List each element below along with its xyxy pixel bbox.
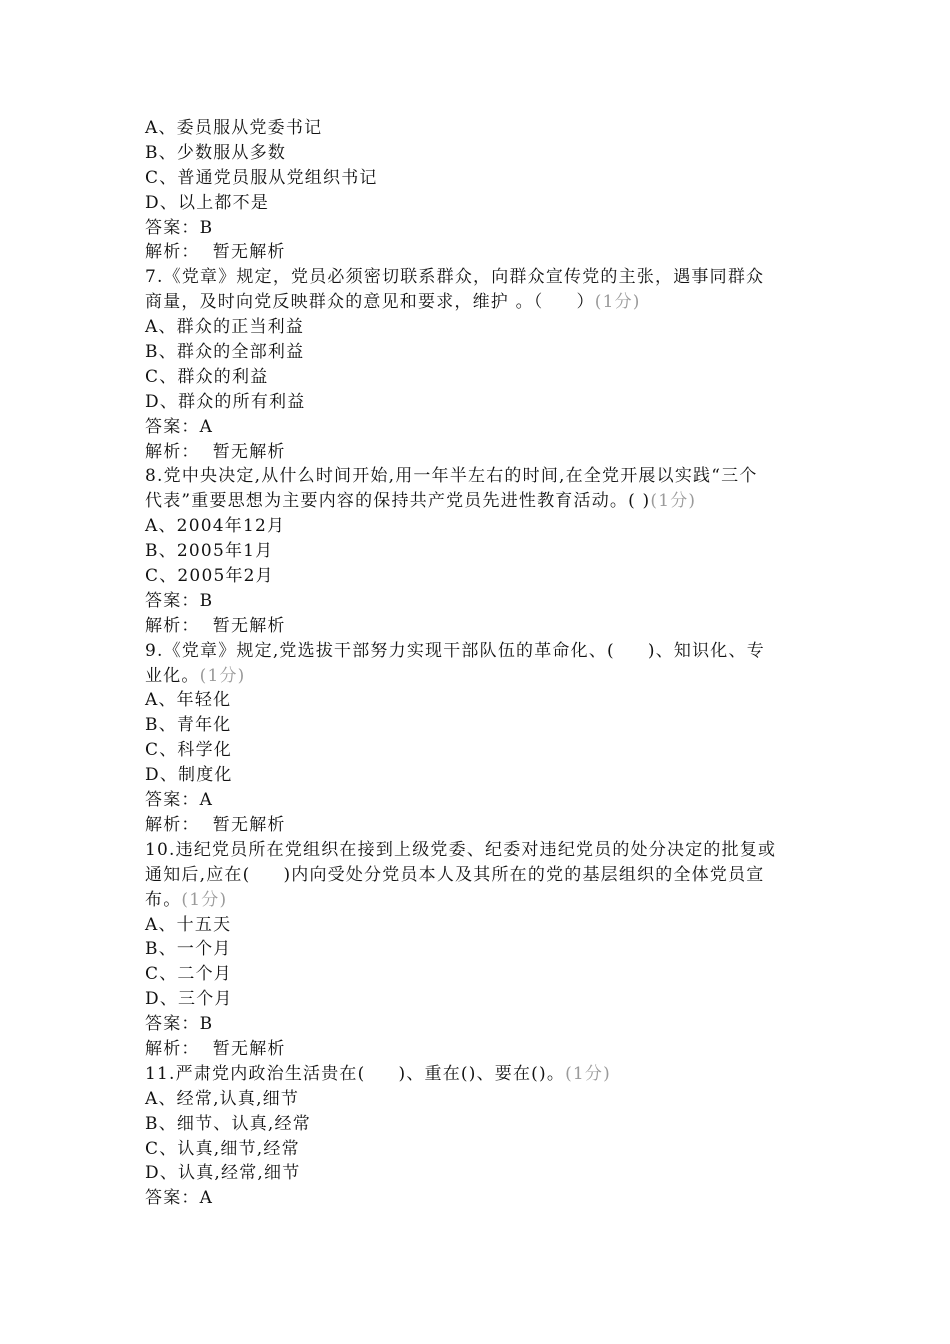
q11-option-b: B、细节、认真,经常 bbox=[145, 1113, 311, 1134]
q10-answer: 答案：B bbox=[145, 1014, 214, 1035]
q11-option-d: D、认真,经常,细节 bbox=[145, 1163, 301, 1184]
q9-option-d: D、制度化 bbox=[145, 765, 233, 786]
q11-score: (1分) bbox=[565, 1063, 611, 1084]
q8-option-b: B、2005年1月 bbox=[145, 541, 274, 562]
q7-score: (1分) bbox=[594, 292, 641, 313]
q9-option-b: B、青年化 bbox=[145, 715, 232, 736]
q9-option-a: A、年轻化 bbox=[145, 690, 232, 711]
q11-stem-line-1 bbox=[145, 1062, 815, 1087]
q6-option-a: A、委员服从党委书记 bbox=[145, 118, 323, 138]
q11-option-a: A、经常,认真,细节 bbox=[145, 1088, 300, 1109]
q10-score: (1分) bbox=[181, 889, 228, 910]
q10-option-b: B、一个月 bbox=[145, 939, 232, 960]
q11-answer: 答案：A bbox=[145, 1188, 214, 1209]
q7-option-a: A、群众的正当利益 bbox=[145, 317, 305, 338]
q10-analysis: 解析： 暂无解析 bbox=[145, 1038, 286, 1059]
q10-option-a: A、十五天 bbox=[145, 914, 232, 935]
q10-option-d: D、三个月 bbox=[145, 989, 233, 1010]
q7-option-c: C、群众的利益 bbox=[145, 366, 269, 387]
q7-option-b: B、群众的全部利益 bbox=[145, 342, 305, 363]
q7-stem-text: 商量，及时向党反映群众的意见和要求，维护 。（ ） bbox=[145, 292, 595, 313]
q7-option-d: D、群众的所有利益 bbox=[145, 391, 306, 412]
q9-stem-line-1: 9.《党章》规定,党选拔干部努力实现干部队伍的革命化、( )、知识化、专 bbox=[145, 640, 765, 661]
q8-score: (1分) bbox=[650, 491, 697, 512]
q7-stem-line-2 bbox=[145, 290, 815, 315]
exam-document bbox=[145, 116, 815, 1211]
q10-option-c: C、二个月 bbox=[145, 964, 233, 985]
q9-answer: 答案：A bbox=[145, 790, 214, 811]
q6-analysis: 解析： 暂无解析 bbox=[145, 242, 286, 263]
q9-stem-text: 业化。 bbox=[145, 665, 200, 686]
q9-option-c: C、科学化 bbox=[145, 740, 233, 761]
q8-option-c: C、2005年2月 bbox=[145, 566, 274, 587]
q6-option-d: D、以上都不是 bbox=[145, 192, 270, 213]
q10-stem-text: 布。 bbox=[145, 889, 182, 910]
q8-answer: 答案：B bbox=[145, 590, 214, 611]
q11-option-c: C、认真,细节,经常 bbox=[145, 1138, 300, 1159]
q8-stem-line-2 bbox=[145, 489, 815, 514]
q7-answer: 答案：A bbox=[145, 416, 214, 437]
q8-option-a: A、2004年12月 bbox=[145, 516, 286, 537]
q7-stem-line-1: 7.《党章》规定，党员必须密切联系群众，向群众宣传党的主张，遇事同群众 bbox=[145, 267, 765, 288]
q11-stem-text: 11.严肃党内政治生活贵在( )、重在()、要在()。 bbox=[145, 1063, 566, 1084]
q6-option-b: B、少数服从多数 bbox=[145, 142, 287, 163]
q10-stem-line-2: 通知后,应在( )内向受处分党员本人及其所在的党的基层组织的全体党员宣 bbox=[145, 864, 765, 885]
q6-answer: 答案：B bbox=[145, 217, 214, 238]
q10-stem-line-3 bbox=[145, 888, 815, 913]
q7-analysis: 解析： 暂无解析 bbox=[145, 441, 286, 462]
q9-stem-line-2 bbox=[145, 664, 815, 689]
q10-stem-line-1: 10.违纪党员所在党组织在接到上级党委、纪委对违纪党员的处分决定的批复或 bbox=[145, 839, 777, 860]
q8-stem-line-1: 8.党中央决定,从什么时间开始,用一年半左右的时间,在全党开展以实践“三个 bbox=[145, 466, 758, 487]
q8-stem-text: 代表”重要思想为主要内容的保持共产党员先进性教育活动。( ) bbox=[145, 491, 651, 512]
q6-option-c: C、普通党员服从党组织书记 bbox=[145, 167, 378, 188]
q9-analysis: 解析： 暂无解析 bbox=[145, 814, 286, 835]
q8-analysis: 解析： 暂无解析 bbox=[145, 615, 286, 636]
q9-score: (1分) bbox=[199, 665, 246, 686]
